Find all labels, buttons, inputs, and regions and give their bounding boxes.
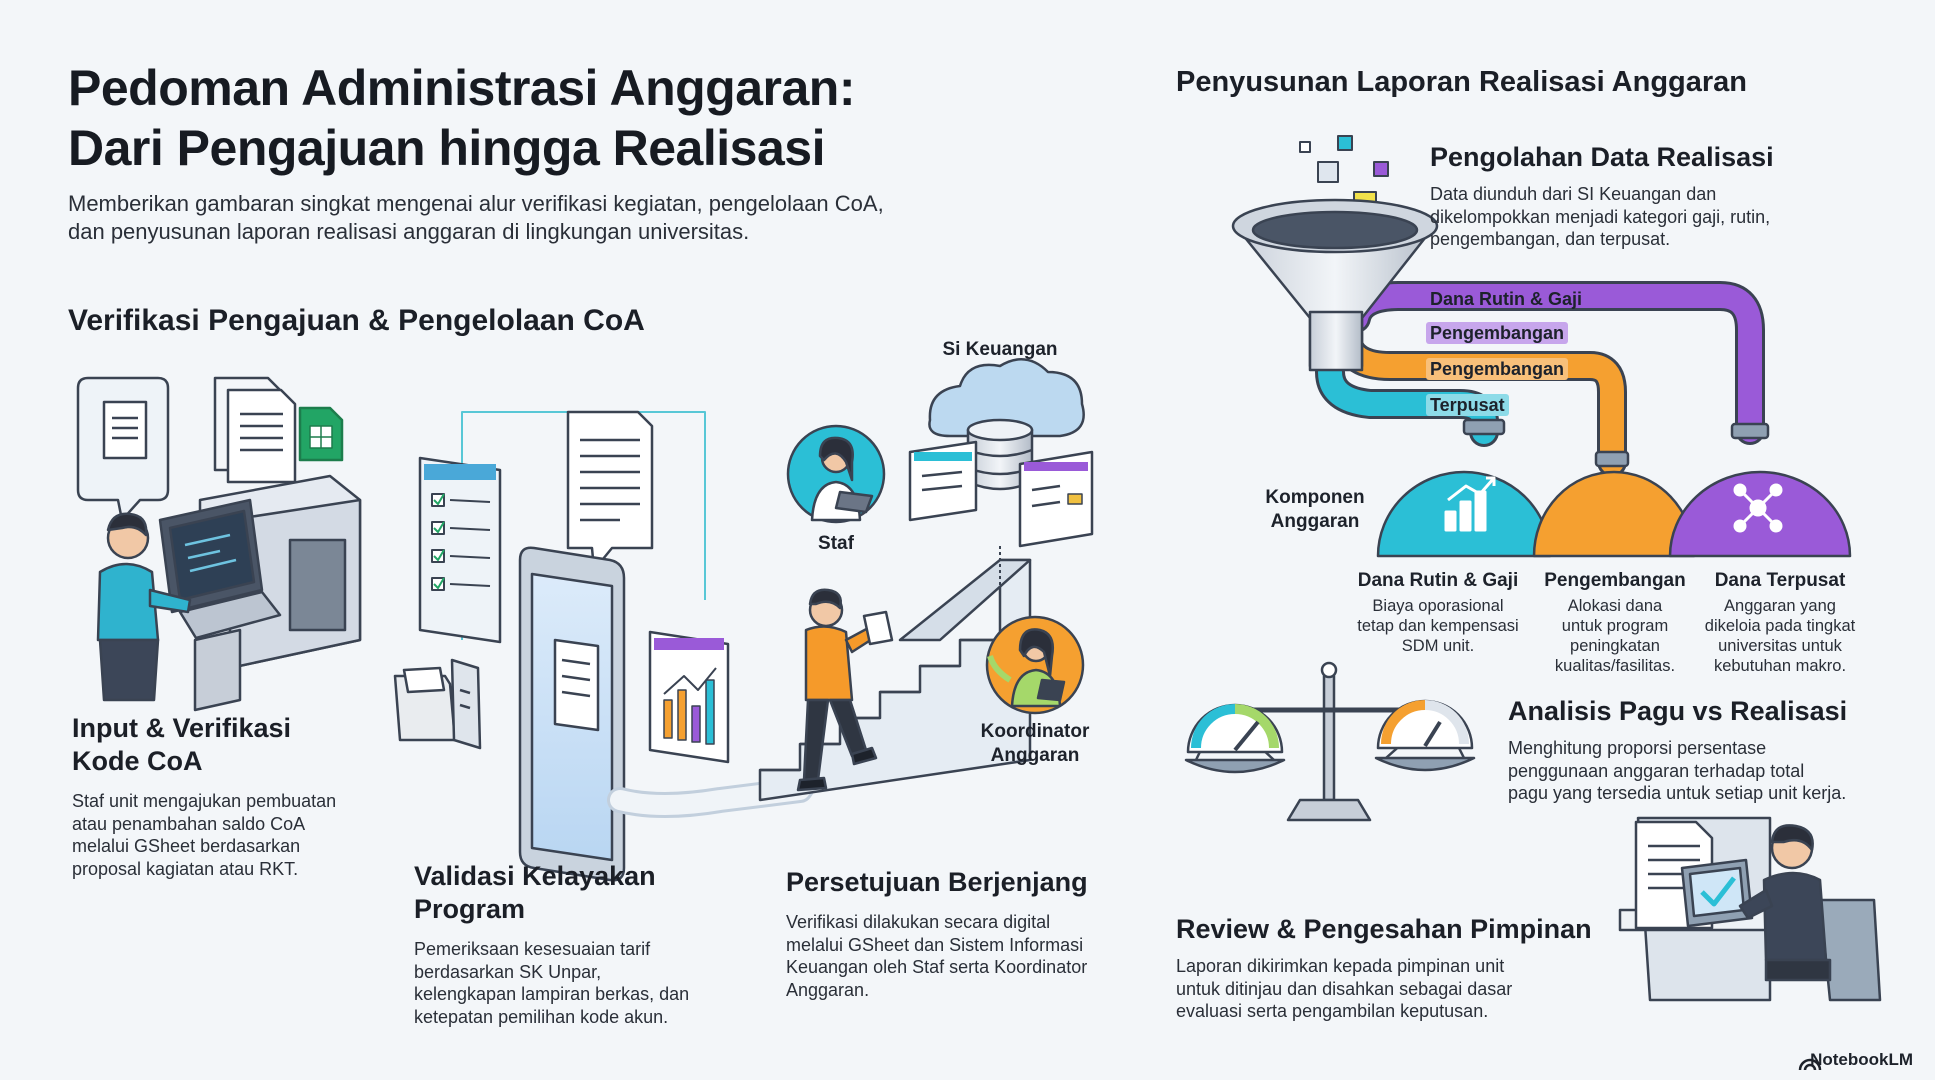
page-subtitle-line-1: Memberikan gambaran singkat mengenai alur verifikasi kegiatan, pengelolaan CoA, [68,191,884,216]
step-persetujuan-desc-line-1: Verifikasi dilakukan secara digital [786,912,1051,932]
step-validasi-title [414,860,794,926]
pipe-label-terpusat: Terpusat [1426,394,1509,416]
right-section-title: Penyusunan Laporan Realisasi Anggaran [1176,66,1748,98]
pipe-label-pengembangan-orange: Pengembangan [1426,358,1568,380]
label-si-keuangan: Si Keuangan [942,339,1058,360]
analisis-block [1508,696,1928,805]
pipe-label-rutin-gaji: Dana Rutin & Gaji [1430,289,1583,309]
left-section-title: Verifikasi Pengajuan & Pengelolaan CoA [68,304,645,337]
step-input-title [72,712,412,778]
review-illustration [1620,818,1880,1000]
step-persetujuan-desc [786,911,1166,1001]
footer-brand-text: NotebookLM [1810,1050,1913,1069]
component-terpusat [1690,570,1870,676]
label-komponen-anggaran [1250,486,1380,534]
step-persetujuan-desc-line-3: Keuangan oleh Staf serta Koordinator [786,957,1088,977]
footer-brand [1784,1050,1913,1070]
component-terpusat-desc-line-2: dikeloia pada tingkat [1704,617,1856,635]
review-desc-line-1: Laporan dikirimkan kepada pimpinan unit [1176,956,1505,976]
step-input-desc-line-1: Staf unit mengajukan pembuatan [72,791,337,811]
step-persetujuan [786,866,1166,1001]
page-subtitle-line-2: dan penyusunan laporan realisasi anggaran di lingkungan universitas. [68,219,750,244]
component-rutin-desc-line-2: tetap dan kempensasi [1357,617,1519,635]
kiosk-illustration [78,378,360,710]
component-pengembangan-desc-line-4: kualitas/fasilitas. [1554,657,1676,675]
pengolahan-desc [1430,183,1910,251]
step-validasi-title-line-1: Validasi Kelayakan [414,861,656,891]
step-persetujuan-desc-line-2: melalui GSheet dan Sistem Informasi [786,934,1084,955]
review-desc-line-3: evaluasi serta pengambilan keputusan. [1176,1001,1489,1021]
component-terpusat-desc-line-1: Anggaran yang [1724,597,1836,615]
component-terpusat-desc-line-3: universitas untuk [1718,637,1842,655]
step-validasi-title-line-2: Program [414,894,526,924]
analisis-desc-line-3: pagu yang tersedia untuk setiap unit kerja. [1508,783,1847,803]
component-terpusat-desc [1690,596,1870,676]
component-rutin-gaji [1340,570,1536,656]
label-komponen-line-2: Anggaran [1270,511,1360,532]
analisis-desc-line-1: Menghitung proporsi persentase [1508,738,1767,758]
step-validasi-desc-line-4: ketepatan pemilihan kode akun. [414,1006,669,1027]
label-komponen-line-1: Komponen [1265,487,1365,508]
component-terpusat-title: Dana Terpusat [1714,570,1846,591]
page-subtitle [68,190,988,246]
step-persetujuan-desc-line-4: Anggaran. [786,979,870,1000]
step-input-desc-line-3: melalui GSheet berdasarkan [72,836,301,856]
review-desc-line-2: untuk ditinjau dan disahkan sebagai dasar [1176,978,1513,999]
component-pengembangan [1530,570,1700,676]
component-pengembangan-title: Pengembangan [1544,570,1686,591]
step-validasi-desc-line-1: Pemeriksaan kesesuaian tarif [414,939,651,959]
step-validasi-desc-line-3: kelengkapan lampiran berkas, dan [414,984,690,1004]
step-input-verifikasi [72,712,412,880]
pengolahan-desc-line-3: pengembangan, dan terpusat. [1430,229,1671,249]
pengolahan-block [1430,142,1910,251]
step-input-title-line-2: Kode CoA [72,746,203,776]
pipe-label-pengembangan-purple: Pengembangan [1426,322,1568,344]
step-input-desc [72,790,412,880]
review-title: Review & Pengesahan Pimpinan [1176,914,1592,944]
component-rutin-desc-line-1: Biaya oporasional [1372,597,1504,615]
review-desc [1176,955,1616,1023]
pengolahan-desc-line-1: Data diunduh dari SI Keuangan dan [1430,184,1717,204]
component-pengembangan-desc-line-2: untuk program [1561,617,1669,635]
analisis-desc-line-2: penggunaan anggaran terhadap total [1508,760,1805,781]
analisis-title: Analisis Pagu vs Realisasi [1508,696,1848,726]
balance-scale [1186,663,1474,820]
step-validasi-desc-line-2: berdasarkan SK Unpar, [414,961,602,982]
step-input-title-line-1: Input & Verifikasi [72,713,292,743]
label-staf: Staf [818,533,854,554]
pengolahan-title: Pengolahan Data Realisasi [1430,142,1774,172]
page-title-line-1: Pedoman Administrasi Anggaran: [68,60,855,116]
pengolahan-desc-line-2: dikelompokkan menjadi kategori gaji, rutin, [1430,206,1771,227]
component-terpusat-desc-line-4: kebutuhan makro. [1713,657,1847,675]
component-rutin-desc [1340,596,1536,656]
step-persetujuan-title: Persetujuan Berjenjang [786,867,1088,897]
step-input-desc-line-2: atau penambahan saldo CoA [72,813,306,834]
page-title [68,58,1068,178]
step-validasi [414,860,794,1028]
component-pengembangan-desc [1530,596,1700,676]
label-koordinator-line-2: Anggaran [990,745,1080,766]
step-validasi-desc [414,938,794,1028]
step-input-desc-line-4: proposal kagiatan atau RKT. [72,858,299,879]
analisis-desc [1508,737,1928,805]
review-block [1176,914,1616,1023]
component-domes [1378,472,1850,556]
component-pengembangan-desc-line-1: Alokasi dana [1567,597,1663,615]
component-rutin-title: Dana Rutin & Gaji [1357,570,1519,591]
page-title-line-2: Dari Pengajuan hingga Realisasi [68,120,825,176]
label-koordinator [960,720,1110,768]
component-pengembangan-desc-line-3: peningkatan [1570,637,1660,655]
component-rutin-desc-line-3: SDM unit. [1401,637,1475,655]
label-koordinator-line-1: Koordinator [980,721,1090,742]
